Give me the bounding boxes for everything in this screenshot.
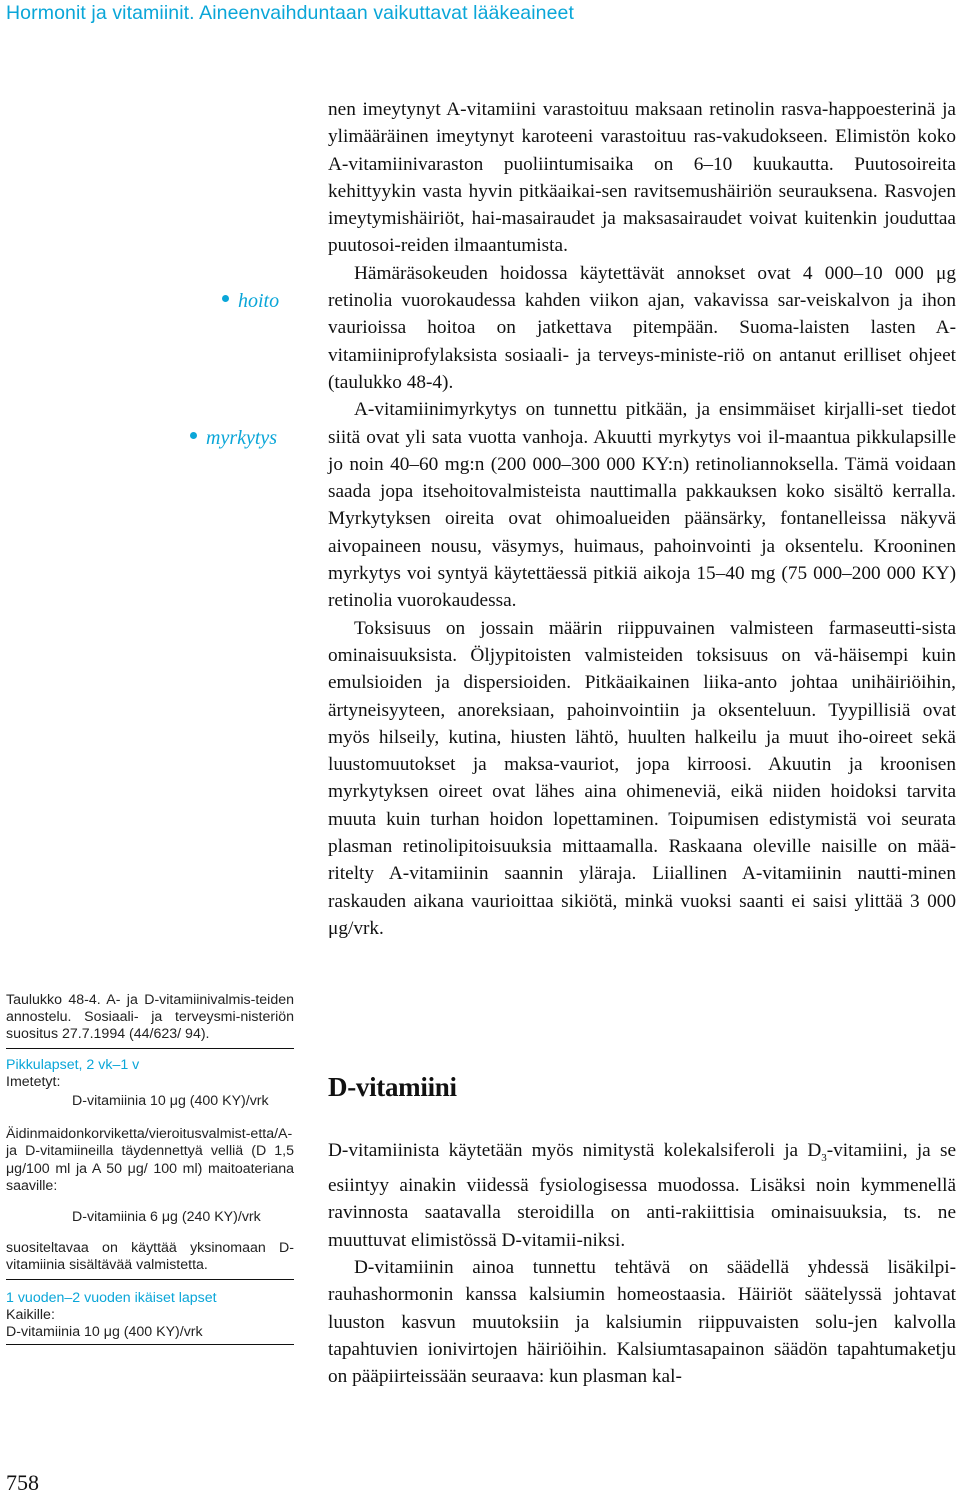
table-rule [6,1279,294,1280]
margin-note-label: myrkytys [206,427,278,449]
table-caption: Taulukko 48-4. A- ja D-vitamiinivalmis-teiden annostelu. Sosiaali- ja terveysmi-nisteriön suositus 27.7.1994 (44/623/ 94). [6,992,294,1043]
bullet-dot-icon [222,295,229,302]
table-dose: D-vitamiinia 10 μg (400 KY)/vrk [6,1324,203,1341]
table-dose: D-vitamiinia 6 μg (240 KY)/vrk [72,1209,261,1226]
page-number: 758 [6,1470,39,1495]
table-section-title: Pikkulapset, 2 vk–1 v [6,1056,140,1073]
paragraph [328,1137,956,1254]
table-dose: D-vitamiinia 10 μg (400 KY)/vrk [72,1093,269,1110]
table-formula-text: Äidinmaidonkorviketta/vieroitusvalmist-etta/A- ja D-vitamiineilla täydennettyä velliä (D 1,5 μg/100 ml ja A 50 μg/ 100 ml) maitoateriana saaville: [6,1126,294,1194]
table-sidebar [6,992,294,1345]
margin-note-myrkytys [190,427,277,450]
paragraph: Toksisuus on jossain määrin riippuvainen valmisteen farmaseutti-sista ominaisuuksista. Öljypitoisten valmisteiden toksisuus on vä-häisempi kuin emulsioiden ja dispersioiden. Pitkäaikainen liika-anto johtaa unihäiriöihin, ärtyneisyyteen, anoreksiaan, pahoinvointiin ja oksenteluun. Tyypillisiä ovat myös hilseily, kutina, hiusten lähtö, huulten halkeilu ja muut iho-oireet sekä luustomuutokset ja maksa-vauriot, jopa kirroosi. Akuutin ja kroonisen myrkytyksen oireet ovat lähes aina ohimeneviä, eikä niiden hoidoksi tarvita muuta kuin turhan hoidon lopettaminen. Toipumisen edistymistä voi seurata plasman retinolipitoisuuksia mittaamalla. Raskaana oleville naisille on mää-ritelty A-vitamiinin saannin yläraja. Liiallinen A-vitamiinin nautti-minen raskauden aikana vaurioittaa sikiötä, minkä vuoksi saanti ei saisi ylittää 3 000 μg/vrk. [328,617,956,939]
margin-note-hoito [222,290,279,313]
table-rule [6,1344,294,1345]
main-column-upper [328,96,956,942]
bullet-dot-icon [190,432,197,439]
table-rule [6,1048,294,1049]
table-section-title: 1 vuoden–2 vuoden ikäiset lapset [6,1289,217,1306]
margin-note-label: hoito [238,290,280,312]
paragraph-text: -vitamiini, ja se esiintyy ainakin viidessä fysiologisessa muodossa. Lisäksi noin kymmenellä ravinnosta saatavalla steroidilla on anti-rakiittisia ominaisuuksia, ts. ne muuttuvat elimistössä D-vitamii-niksi. [328,1140,956,1251]
paragraph-text: D-vitamiinista käytetään myös nimitystä kolekalsiferoli ja D [328,1140,822,1161]
table-group-label: Kaikille: [6,1306,55,1323]
paragraph: A-vitamiinimyrkytys on tunnettu pitkään, ja ensimmäiset kirjalli-set tiedot siitä ovat yli sata vuotta vanhoja. Akuutti myrkytys voi il-maantua pikkulapsille jo noin 40–60 mg:n (200 000–300 000 KY:n) retinoliannoksella. Tämä voidaan saada jopa itsehoitovalmisteista nauttimalla pakkauksen koko sisältö kerralla. Myrkytyksen oireita ovat ohimoalueiden päänsärky, fontanelleissa näkyvä aivopaineen nousu, väsymys, huimaus, pahoinvointi ja oksentelu. Krooninen myrkytys voi syntyä käytettäessä pitkiä aikoja 15–40 mg (75 000–200 000 KY) retinolia vuorokaudessa. [328,399,956,612]
paragraph: Hämäräsokeuden hoidossa käytettävät annokset ovat 4 000–10 000 μg retinolia vuorokaudessa kahden viikon ajan, vakavissa sar-veiskalvon ja ihon vaurioissa hoitoa on jatkettava pitempään. Suoma-laisten lasten A-vitamiiniprofylaksista sosiaali- ja terveys-ministe-riö on antanut erilliset ohjeet (taulukko 48-4). [328,262,956,393]
table-note: suositeltavaa on käyttää yksinomaan D-vitamiinia sisältävää valmistetta. [6,1240,294,1274]
table-group-label: Imetetyt: [6,1073,61,1090]
subscript: 3 [821,1151,827,1164]
paragraph: D-vitamiinin ainoa tunnettu tehtävä on säädellä yhdessä lisäkilpi-rauhashormonin kanssa kalsiumin homeostaasia. Häiriöt säätelyssä johtavat luuston kasvun muutoksiin ja kalsiumin riippuvaisten solu-jen kalvolla tapahtuvien ionivirtojen häiriöihin. Kalsiumtasapainon säädön tapahtumaketju on pääpiirteissään seuraava: kun plasman kal- [328,1257,956,1388]
running-header: Hormonit ja vitamiinit. Aineenvaihduntaan vaikuttavat lääkeaineet [6,2,575,24]
paragraph: nen imeytynyt A-vitamiini varastoituu maksaan retinolin rasva-happoesterinä ja ylimääräinen imeytynyt karoteeni varastoituu ras-vakudokseen. Elimistön koko A-vitamiinivaraston puoliintumisaika on 6–10 kuukautta. Puutosoireita kehittyykin vasta hyvin pitkäaikai-sen ravitsemushäiriön seurauksena. Rasvojen imeytymishäiriöt, hai-masairaudet ja maksasairaudet voivat kuitenkin jouduttaa puutosoi-reiden ilmaantumista. [328,99,956,257]
main-column-lower [328,1137,956,1391]
section-heading: D-vitamiini [328,1072,457,1102]
